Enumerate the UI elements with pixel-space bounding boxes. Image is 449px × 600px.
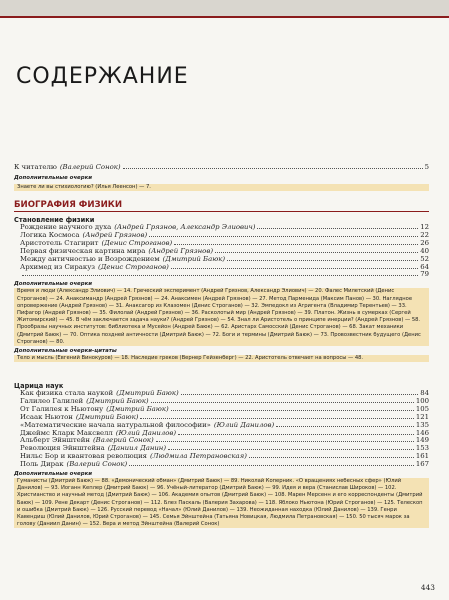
toc-entry-title: Между античностью и Возрождением [20,254,160,263]
toc-entry-author: (Денис Строганов) [98,262,169,271]
toc-entry-title: К читателю [14,163,57,171]
additional-essays-label: Дополнительные очерки [14,471,93,478]
dot-leader [174,244,418,245]
toc-entry[interactable] [20,264,429,272]
additional-essays-text: Гуманисты (Дмитрий Баюк) — 88. «Демонический обман» (Дмитрий Баюк) — 89. Николай Коперник. «О вращениях небесных сфер» (Юлий Данилов) — 93. Иоганн Кеплер (Дмитрий Баюк) — 96. Учёный-литератор (Дмитрий Баюк) — 99. Идея и вера (Станислав Широков) — 102. Христианство и научный метод (Дмитрий Баюк) — 106. Академия опытов (Дмитрий Баюк) — 108. Марен Мерсенн и его корреспонденты (Дмитрий Баюк) — 109. Рене Декарт (Денис Строганов) — 112. Блез Паскаль (Валерия Захарова) — 118. Яблоко Ньютона (Юрий Строганов) — 125. Телескоп и ошибка (Дмитрий Баюк) — 126. Русский перевод «Начал» (Юлий Данилов) — 139. Неожиданная находка (Юлий Данилов) — 139. Генри Кавендиш (Юлий Данилов, Юрий Строганов) — 145. Семья Эйнштейна (Татьяна Новицкая, Людмила Петрановская) — 150. 50 тысяч марок за голову (Даниил Данин) — 152. Вера и метод Эйнштейна (Валерий Сонок) [14,478,429,528]
dot-leader [140,418,413,419]
toc-entry-title: Как физика стала наукой [20,389,114,397]
toc-entry-author: (Дмитрий Баюк) [162,254,226,263]
toc-entry-author: (Дмитрий Баюк) [106,404,169,413]
toc-entry-author: (Дмитрий Баюк) [116,389,179,397]
toc-entry-page: 167 [415,460,429,469]
dot-leader [149,236,418,237]
dot-leader [171,410,414,411]
toc-entry-title: Поль Дирак [20,460,64,469]
dot-leader [227,260,418,261]
toc-entry-page: 146 [415,428,429,437]
toc-entry-title: Нильс Бор и квантовая революция [20,452,148,461]
dot-leader [181,394,419,395]
toc-entry-title: Революция Эйнштейна [20,444,105,453]
intro-block [14,164,429,191]
dot-leader [171,268,418,269]
dot-leader [156,441,414,442]
toc-entry-page: 79 [420,270,429,279]
chapter-title: Царица наук [14,382,64,390]
toc-entry-author: (Валерий Сонок) [66,460,128,469]
dot-leader [249,457,414,458]
page-number: 443 [420,583,435,592]
toc-entry-page: 105 [415,404,429,413]
toc-entry-page: 121 [415,412,429,421]
toc-entry[interactable] [20,461,429,469]
toc-entry-title: Джеймс Кларк Максвелл [20,428,113,437]
toc-entry-title: Галилео Галилей [20,396,84,405]
toc-entry-page: 153 [415,444,429,453]
toc-entry-page: 100 [415,396,429,405]
chapter-entries [14,224,429,279]
toc-entry-page: 40 [420,246,429,255]
dot-leader [215,252,418,253]
chapter-block-2 [14,382,429,528]
dot-leader [276,426,414,427]
dot-leader [168,449,414,450]
toc-entry-page: 149 [415,436,429,445]
chapter-block-1 [14,216,429,362]
toc-entry-title: «Математические начала натуральной философии» [20,420,211,429]
toc-entry-title: Аристотель Стагирит [20,238,99,247]
additional-essays-label: Дополнительные очерки [14,281,93,288]
toc-entry-intro[interactable] [14,164,429,172]
additional-essays-text: Знаете ли вы стихиологию? (Илья Леенсон) — 7. [14,184,429,191]
toc-entry-author: (Дмитрий Баюк) [86,396,149,405]
toc-entry-title: Первая физическая картина мира [20,246,146,255]
toc-entry-author: (Валерий Сонок) [92,436,154,445]
toc-entry-page: 26 [420,238,429,247]
toc-entry-title: От Галилея к Ньютону [20,404,104,413]
chapter-title: Становление физики [14,216,95,224]
toc-entry-page: 12 [420,223,429,231]
toc-entry-page: 84 [420,389,429,397]
toc-entry-author: (Юлий Данилов) [115,428,177,437]
toc-entry-page: 5 [424,163,429,171]
toc-entry[interactable] [20,271,429,279]
toc-entry-author: (Андрей Грязнов, Александр Элиович) [114,223,256,231]
toc-entry-author: (Андрей Грязнов) [148,246,214,255]
additional-essays-label: Дополнительные очерки [14,174,93,181]
toc-entry-page: 52 [420,254,429,263]
dot-leader [257,228,418,229]
additional-quote-essays-text: Тело и мысль (Евгений Винокуров) — 18. Наследие греков (Вернер Гейзенберг) — 22. Аристотель отвечает на вопросы — 48. [14,355,429,362]
toc-entry-author: (Андрей Грязнов) [82,230,148,239]
dot-leader [123,168,423,169]
toc-entry-author: (Даниил Данин) [107,444,167,453]
toc-entry-author: (Денис Строганов) [101,238,173,247]
section-rule [14,211,429,212]
toc-entry-author: (Дмитрий Баюк) [75,412,139,421]
top-band [0,0,449,16]
toc-entry-author: (Юлий Данилов) [213,420,275,429]
toc-entry-title: Альберт Эйнштейн [20,436,90,445]
section-title: БИОГРАФИЯ ФИЗИКИ [14,200,123,210]
dot-leader [129,465,414,466]
toc-entry-title: Логика Космоса [20,230,80,239]
toc-entry[interactable] [20,224,429,232]
section-header [14,200,429,212]
additional-essays-text: Время и люди (Александр Элиович) — 14. Греческий эксперимент (Андрей Грязнов, Александр Элиович) — 20. Фалес Милетский (Денис Строганов) — 24. Анаксимандр (Андрей Грязнов) — 24. Анаксимен (Андрей Грязнов) — 27. Метод Парменида (Максим Панов) — 30. Наглядное опровержение (Андрей Грязнов) — 31. Анаксагор из Клазомен (Денис Строганов) — 32. Эмпедокл из Агригента (Владимир Терентьев) — 33. Пифагор (Андрей Грязнов) — 35. Филолай (Андрей Грязнов) — 36. Расколотый мир (Андрей Грязнов) — 39. Платон. Жизнь в сумерках (Сергей Житомирский) — 45. В чём заключается задача науки? (Андрей Грязнов) — 54. Знал ли Аристотель о принципе инерции? (Андрей Грязнов) — 58. Прообразы научных институтов: библиотека и Мусейон (Андрей Баюк) — 62. Аристарх Самосский (Денис Строганов) — 68. Закат механики (Дмитрий Баюк) — 70. Оптика поздней античности (Дмитрий Баюк) — 72. Боги и термины (Дмитрий Баюк) — 73. Провозвестник будущего (Денис Строганов) — 80. [14,288,429,346]
toc-entry-page: 22 [420,230,429,239]
additional-quote-essays-label: Дополнительные очерки-цитаты [14,347,117,354]
dot-leader [151,402,414,403]
toc-entry-author: (Валерий Сонок) [59,163,121,171]
toc-entry-title: Исаак Ньютон [20,412,73,421]
dot-leader [22,275,418,276]
dot-leader [178,434,414,435]
toc-entry-page: 64 [420,262,429,271]
chapter-entries [14,390,429,469]
toc-entry-page: 135 [415,420,429,429]
toc-entry-title: Рождение научного духа [20,223,112,231]
toc-entry-author: (Людмила Петрановская) [150,452,247,461]
top-rule [0,16,449,18]
toc-entry-title: Архимед из Сиракуз [20,262,96,271]
toc-entry-page: 161 [415,452,429,461]
page-title: СОДЕРЖАНИЕ [16,64,189,89]
